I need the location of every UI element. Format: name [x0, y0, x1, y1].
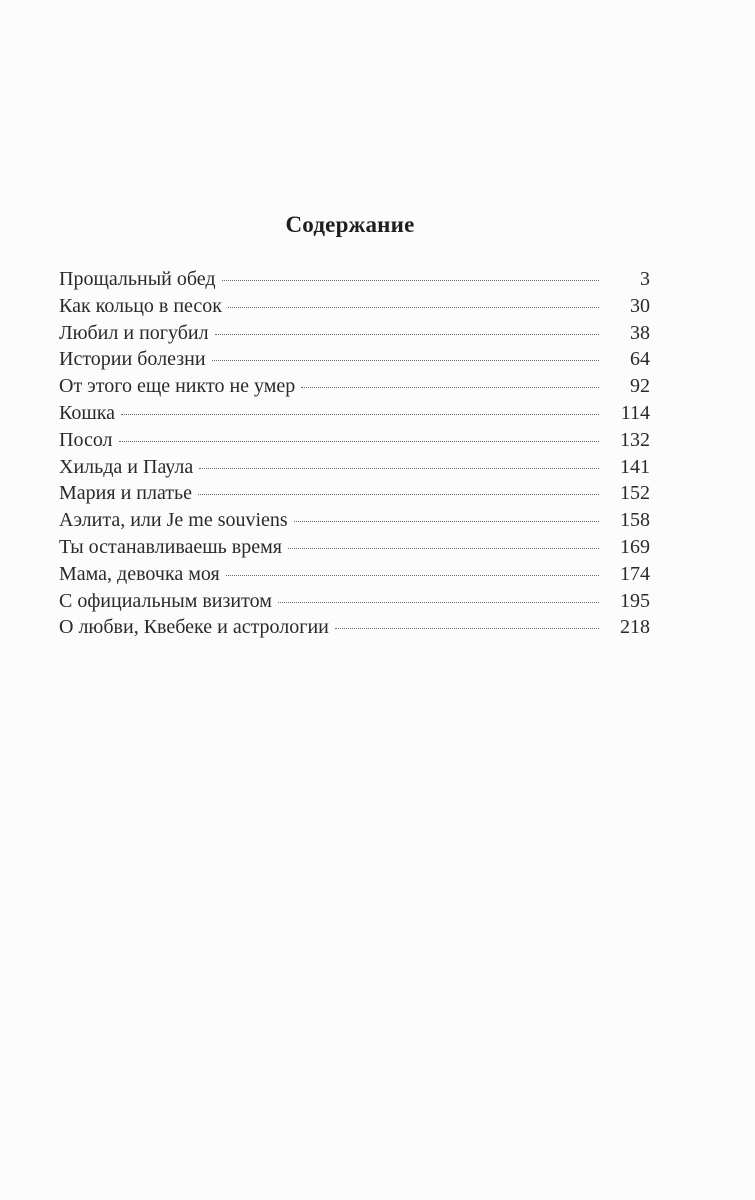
dot-leader — [119, 441, 599, 442]
toc-entry-title: Как кольцо в песок — [59, 294, 223, 317]
toc-entry — [59, 320, 650, 347]
dot-leader — [278, 602, 599, 603]
toc-entry-page-number: 64 — [630, 348, 650, 371]
toc-entry-title: Ты останавливаешь время — [59, 535, 282, 558]
dot-leader — [288, 548, 599, 549]
toc-entry-title: Мария и платье — [59, 482, 193, 505]
toc-list — [59, 266, 650, 641]
toc-entry-title: Посол — [59, 428, 113, 451]
dot-leader — [121, 414, 599, 415]
dot-leader — [228, 307, 599, 308]
toc-entry-title: О любви, Квебеке и астрологии — [59, 616, 329, 639]
toc-entry-title: Мама, девочка моя — [59, 562, 220, 585]
toc-entry-title: От этого еще никто не умер — [59, 375, 296, 398]
toc-entry-page-number: 169 — [620, 535, 650, 558]
dot-leader — [199, 468, 599, 469]
toc-entry-page-number: 3 — [640, 268, 650, 290]
toc-entry-page-number: 141 — [620, 455, 650, 478]
toc-entry — [59, 614, 650, 641]
toc-entry-page-number: 174 — [620, 562, 650, 585]
toc-entry-title: Кошка — [59, 401, 116, 424]
toc-entry — [59, 427, 650, 454]
toc-entry — [59, 373, 650, 400]
dot-leader — [212, 360, 599, 361]
dot-leader — [335, 628, 599, 629]
toc-entry — [59, 507, 650, 534]
toc-entry — [59, 480, 650, 507]
dot-leader — [198, 494, 599, 495]
toc-entry — [59, 454, 650, 481]
dot-leader — [301, 387, 599, 388]
toc-entry-title: Хильда и Паула — [59, 455, 194, 478]
toc-entry-page-number: 132 — [620, 428, 650, 451]
toc-entry-page-number: 38 — [630, 321, 650, 344]
dot-leader — [215, 334, 599, 335]
toc-entry-page-number: 218 — [620, 616, 650, 639]
toc-entry-title: Истории болезни — [59, 348, 206, 371]
toc-entry-page-number: 152 — [620, 482, 650, 505]
toc-entry-title: Прощальный обед — [59, 268, 216, 290]
dot-leader — [226, 575, 599, 576]
toc-heading: Содержание — [285, 212, 415, 237]
toc-entry — [59, 561, 650, 588]
toc-entry-page-number: 158 — [620, 509, 650, 532]
toc-entry — [59, 266, 650, 293]
dot-leader — [222, 280, 599, 281]
toc-entry-title: Любил и погубил — [59, 321, 209, 344]
toc-entry-title: Аэлита, или Je me souviens — [59, 509, 288, 532]
toc-entry — [59, 534, 650, 561]
toc-entry — [59, 400, 650, 427]
toc-entry-page-number: 92 — [630, 375, 650, 398]
toc-entry-page-number: 195 — [620, 589, 650, 612]
toc-entry — [59, 293, 650, 320]
toc-entry-page-number: 114 — [620, 401, 650, 424]
toc-entry — [59, 588, 650, 615]
dot-leader — [294, 521, 599, 522]
toc-entry-title: С официальным визитом — [59, 589, 272, 612]
toc-entry — [59, 346, 650, 373]
toc-entry-page-number: 30 — [630, 294, 650, 317]
